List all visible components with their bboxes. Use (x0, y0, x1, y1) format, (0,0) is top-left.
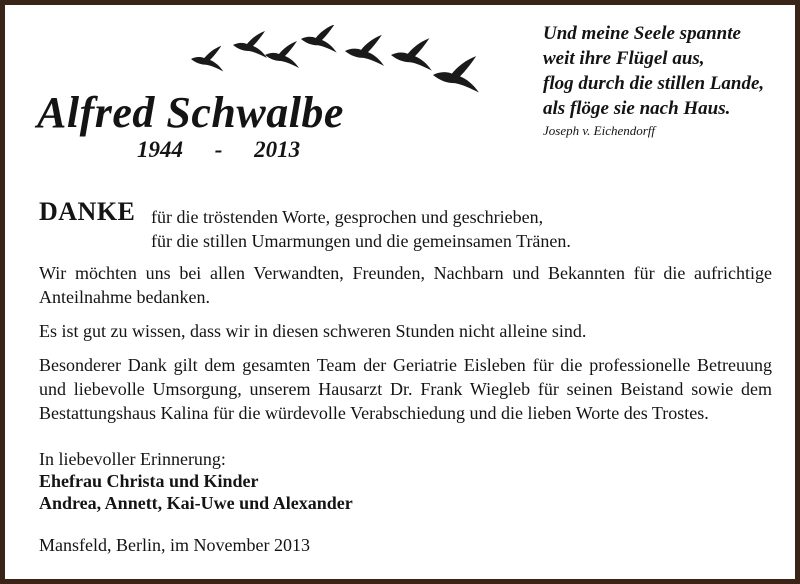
life-dates (137, 137, 300, 163)
swallow-icon (191, 46, 223, 72)
danke-line: für die stillen Umarmungen und die gemeinsamen Tränen. (151, 231, 571, 251)
poem-line: als flöge sie nach Haus. (543, 98, 731, 119)
swallow-icon (233, 31, 267, 58)
poem-line: weit ihre Flügel aus, (543, 48, 705, 69)
signature-line: Ehefrau Christa und Kinder (39, 471, 259, 491)
swallow-icon (301, 25, 337, 53)
danke-line: für die tröstenden Worte, gesprochen und geschrieben, (151, 207, 544, 227)
swallow-icon (265, 41, 299, 68)
birth-year: 1944 (137, 137, 183, 162)
swallow-icon (391, 38, 432, 70)
paragraph: Es ist gut zu wissen, dass wir in diesen schweren Stunden nicht alleine sind. (39, 321, 587, 341)
death-year: 2013 (254, 137, 301, 162)
poem-line: flog durch die stillen Lande, (543, 73, 765, 94)
signature-intro: In liebevoller Erinnerung: (39, 449, 226, 469)
poem-line: Und meine Seele spannte (543, 23, 741, 44)
poem-author: Joseph v. Eichendorff (543, 123, 656, 138)
swallow-icon (345, 35, 384, 66)
danke-heading: DANKE (39, 197, 136, 226)
swallow-icon (433, 56, 479, 92)
poem (543, 21, 793, 121)
paragraph: Wir möchten uns bei allen Verwandten, Freunden, Nachbarn und Bekannten für die aufrichtige Anteilnahme bedanken. (39, 263, 772, 307)
deceased-name: Alfred Schwalbe (37, 88, 344, 137)
signature (39, 448, 353, 514)
paragraph: Besonderer Dank gilt dem gesamten Team der Geriatrie Eisleben für die professionelle Betreuung und liebevolle Umsorgung, unserem Hausarzt Dr. Frank Wiegleb für seinen Beistand sowie dem Bestattungshaus Kalina für die würdevolle Verabschiedung und die lieben Worte des Trostes. (39, 355, 772, 423)
message-body (39, 261, 772, 435)
place-date: Mansfeld, Berlin, im November 2013 (39, 535, 310, 555)
date-separator: - (214, 137, 223, 162)
danke-text (151, 205, 571, 253)
signature-line: Andrea, Annett, Kai-Uwe und Alexander (39, 493, 353, 513)
